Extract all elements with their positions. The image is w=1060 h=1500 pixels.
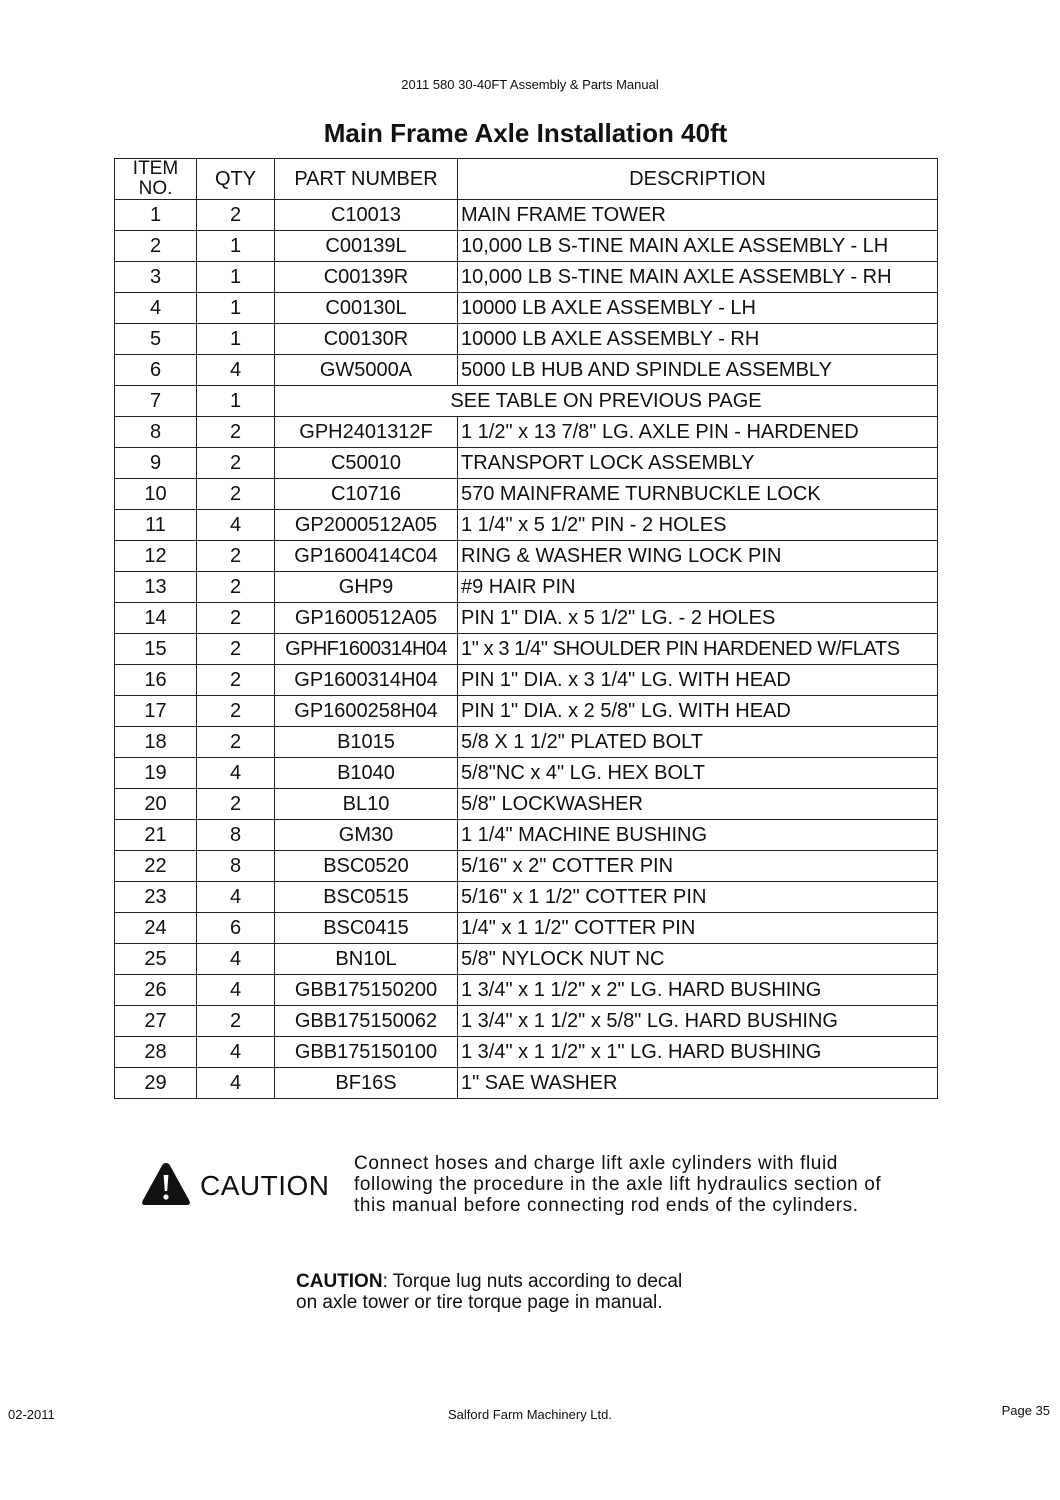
item-number-cell: 21 <box>115 820 197 851</box>
part-number-cell: GBB175150100 <box>275 1037 458 1068</box>
item-number-cell: 23 <box>115 882 197 913</box>
table-row <box>115 758 938 789</box>
caution-text <box>354 1153 954 1216</box>
qty-cell: 8 <box>197 820 275 851</box>
description-cell: 5/16" x 1 1/2" COTTER PIN <box>458 882 938 913</box>
qty-cell: 6 <box>197 913 275 944</box>
running-header: 2011 580 30-40FT Assembly & Parts Manual <box>401 77 659 92</box>
table-row <box>115 200 938 231</box>
description-cell: 5000 LB HUB AND SPINDLE ASSEMBLY <box>458 355 938 386</box>
column-header-item: ITEM NO. <box>115 159 197 200</box>
footer-date: 02-2011 <box>8 1407 55 1422</box>
description-cell: 1 3/4" x 1 1/2" x 2" LG. HARD BUSHING <box>458 975 938 1006</box>
table-row <box>115 262 938 293</box>
part-number-cell: BSC0520 <box>275 851 458 882</box>
footer-company: Salford Farm Machinery Ltd. <box>447 1407 612 1422</box>
item-number-cell: 9 <box>115 448 197 479</box>
item-number-cell: 14 <box>115 603 197 634</box>
part-number-cell: BL10 <box>275 789 458 820</box>
qty-cell: 4 <box>197 1068 275 1099</box>
parts-table <box>114 158 938 1099</box>
description-cell: MAIN FRAME TOWER <box>458 200 938 231</box>
table-row <box>115 696 938 727</box>
table-row <box>115 355 938 386</box>
table-row <box>115 603 938 634</box>
item-number-cell: 20 <box>115 789 197 820</box>
item-number-cell: 13 <box>115 572 197 603</box>
part-number-cell: B1040 <box>275 758 458 789</box>
part-number-cell: B1015 <box>275 727 458 758</box>
description-cell: 1 1/4" x 5 1/2" PIN - 2 HOLES <box>458 510 938 541</box>
item-number-cell: 1 <box>115 200 197 231</box>
item-number-cell: 29 <box>115 1068 197 1099</box>
table-row <box>115 975 938 1006</box>
description-cell: PIN 1" DIA. x 3 1/4" LG. WITH HEAD <box>458 665 938 696</box>
qty-cell: 2 <box>197 541 275 572</box>
description-cell: 1 3/4" x 1 1/2" x 1" LG. HARD BUSHING <box>458 1037 938 1068</box>
part-number-cell: GW5000A <box>275 355 458 386</box>
description-cell: 1/4" x 1 1/2" COTTER PIN <box>458 913 938 944</box>
torque-caution-note <box>296 1271 796 1313</box>
part-number-cell: GPHF1600314H04 <box>275 634 458 665</box>
description-cell: 5/8 X 1 1/2" PLATED BOLT <box>458 727 938 758</box>
item-number-cell: 24 <box>115 913 197 944</box>
description-cell: 10,000 LB S-TINE MAIN AXLE ASSEMBLY - RH <box>458 262 938 293</box>
part-number-cell: C10716 <box>275 479 458 510</box>
page-title: Main Frame Axle Installation 40ft <box>323 118 728 148</box>
table-row <box>115 324 938 355</box>
table-row <box>115 634 938 665</box>
torque-caution-label: CAUTION <box>296 1271 383 1292</box>
qty-cell: 2 <box>197 727 275 758</box>
part-number-cell: C00139R <box>275 262 458 293</box>
table-row <box>115 417 938 448</box>
caution-box <box>140 1152 960 1222</box>
part-number-cell: C10013 <box>275 200 458 231</box>
description-cell: 5/8" LOCKWASHER <box>458 789 938 820</box>
table-row <box>115 913 938 944</box>
part-number-cell: GP1600414C04 <box>275 541 458 572</box>
qty-cell: 4 <box>197 758 275 789</box>
description-cell: PIN 1" DIA. x 5 1/2" LG. - 2 HOLES <box>458 603 938 634</box>
part-number-cell: BSC0415 <box>275 913 458 944</box>
item-number-cell: 12 <box>115 541 197 572</box>
table-row <box>115 789 938 820</box>
item-number-cell: 4 <box>115 293 197 324</box>
table-row <box>115 448 938 479</box>
qty-cell: 2 <box>197 572 275 603</box>
description-cell: 5/8" NYLOCK NUT NC <box>458 944 938 975</box>
item-number-cell: 6 <box>115 355 197 386</box>
qty-cell: 1 <box>197 262 275 293</box>
qty-cell: 8 <box>197 851 275 882</box>
qty-cell: 2 <box>197 634 275 665</box>
part-number-cell: BN10L <box>275 944 458 975</box>
torque-caution-text: : Torque lug nuts according to decal <box>382 1271 683 1292</box>
description-cell: 1 1/2" x 13 7/8" LG. AXLE PIN - HARDENED <box>458 417 938 448</box>
qty-cell: 2 <box>197 1006 275 1037</box>
item-number-cell: 27 <box>115 1006 197 1037</box>
item-number-cell: 16 <box>115 665 197 696</box>
torque-caution-text-line2: on axle tower or tire torque page in manual. <box>296 1292 663 1313</box>
table-row <box>115 1006 938 1037</box>
table-row <box>115 851 938 882</box>
qty-cell: 2 <box>197 696 275 727</box>
caution-text-line: Connect hoses and charge lift axle cylinders with fluid <box>354 1153 838 1174</box>
table-header-row <box>115 159 938 200</box>
part-number-cell: GP1600314H04 <box>275 665 458 696</box>
caution-text-line: following the procedure in the axle lift hydraulics section of <box>354 1174 882 1195</box>
description-cell: 1 1/4" MACHINE BUSHING <box>458 820 938 851</box>
part-number-cell: GBB175150200 <box>275 975 458 1006</box>
part-number-cell: BF16S <box>275 1068 458 1099</box>
part-number-cell: BSC0515 <box>275 882 458 913</box>
qty-cell: 2 <box>197 417 275 448</box>
qty-cell: 2 <box>197 603 275 634</box>
item-number-cell: 11 <box>115 510 197 541</box>
description-cell: 570 MAINFRAME TURNBUCKLE LOCK <box>458 479 938 510</box>
item-number-cell: 3 <box>115 262 197 293</box>
qty-cell: 4 <box>197 1037 275 1068</box>
part-number-cell: GP2000512A05 <box>275 510 458 541</box>
description-cell: 10,000 LB S-TINE MAIN AXLE ASSEMBLY - LH <box>458 231 938 262</box>
table-row <box>115 1068 938 1099</box>
table-row <box>115 293 938 324</box>
table-row <box>115 944 938 975</box>
table-row <box>115 727 938 758</box>
qty-cell: 2 <box>197 448 275 479</box>
item-number-cell: 28 <box>115 1037 197 1068</box>
description-cell: 1" x 3 1/4" SHOULDER PIN HARDENED W/FLATS <box>458 634 938 665</box>
description-cell: 1" SAE WASHER <box>458 1068 938 1099</box>
footer-page-number: Page 35 <box>1001 1403 1050 1418</box>
table-row <box>115 541 938 572</box>
description-cell: 1 3/4" x 1 1/2" x 5/8" LG. HARD BUSHING <box>458 1006 938 1037</box>
qty-cell: 2 <box>197 665 275 696</box>
item-number-cell: 17 <box>115 696 197 727</box>
item-number-cell: 26 <box>115 975 197 1006</box>
table-row <box>115 1037 938 1068</box>
part-number-cell: C00130L <box>275 293 458 324</box>
table-row <box>115 572 938 603</box>
item-number-cell: 18 <box>115 727 197 758</box>
table-row <box>115 386 938 417</box>
description-cell: 10000 LB AXLE ASSEMBLY - LH <box>458 293 938 324</box>
item-number-cell: 22 <box>115 851 197 882</box>
description-cell: TRANSPORT LOCK ASSEMBLY <box>458 448 938 479</box>
description-cell: PIN 1" DIA. x 2 5/8" LG. WITH HEAD <box>458 696 938 727</box>
description-cell: 5/8"NC x 4" LG. HEX BOLT <box>458 758 938 789</box>
qty-cell: 1 <box>197 386 275 417</box>
item-number-cell: 8 <box>115 417 197 448</box>
part-number-cell: GHP9 <box>275 572 458 603</box>
qty-cell: 1 <box>197 324 275 355</box>
item-number-cell: 15 <box>115 634 197 665</box>
qty-cell: 4 <box>197 355 275 386</box>
column-header-part-number: PART NUMBER <box>275 159 458 200</box>
description-cell: #9 HAIR PIN <box>458 572 938 603</box>
table-row <box>115 820 938 851</box>
table-row <box>115 882 938 913</box>
item-number-cell: 7 <box>115 386 197 417</box>
part-number-cell: GM30 <box>275 820 458 851</box>
merged-note-cell: SEE TABLE ON PREVIOUS PAGE <box>275 386 938 417</box>
item-number-cell: 10 <box>115 479 197 510</box>
qty-cell: 4 <box>197 510 275 541</box>
qty-cell: 2 <box>197 200 275 231</box>
table-row <box>115 479 938 510</box>
item-number-cell: 2 <box>115 231 197 262</box>
part-number-cell: C00130R <box>275 324 458 355</box>
part-number-cell: GP1600512A05 <box>275 603 458 634</box>
part-number-cell: GP1600258H04 <box>275 696 458 727</box>
table-row <box>115 231 938 262</box>
qty-cell: 2 <box>197 789 275 820</box>
item-number-cell: 19 <box>115 758 197 789</box>
item-number-cell: 25 <box>115 944 197 975</box>
part-number-cell: C00139L <box>275 231 458 262</box>
parts-table-body <box>115 200 938 1099</box>
qty-cell: 4 <box>197 944 275 975</box>
table-row <box>115 665 938 696</box>
caution-label: CAUTION <box>200 1170 330 1201</box>
qty-cell: 2 <box>197 479 275 510</box>
part-number-cell: C50010 <box>275 448 458 479</box>
part-number-cell: GBB175150062 <box>275 1006 458 1037</box>
qty-cell: 1 <box>197 293 275 324</box>
description-cell: 10000 LB AXLE ASSEMBLY - RH <box>458 324 938 355</box>
description-cell: RING & WASHER WING LOCK PIN <box>458 541 938 572</box>
warning-triangle-icon <box>140 1160 192 1208</box>
caution-text-line: this manual before connecting rod ends of the cylinders. <box>354 1195 859 1216</box>
column-header-description: DESCRIPTION <box>458 159 938 200</box>
item-number-cell: 5 <box>115 324 197 355</box>
description-cell: 5/16" x 2" COTTER PIN <box>458 851 938 882</box>
qty-cell: 4 <box>197 882 275 913</box>
table-row <box>115 510 938 541</box>
part-number-cell: GPH2401312F <box>275 417 458 448</box>
qty-cell: 1 <box>197 231 275 262</box>
column-header-qty: QTY <box>197 159 275 200</box>
qty-cell: 4 <box>197 975 275 1006</box>
